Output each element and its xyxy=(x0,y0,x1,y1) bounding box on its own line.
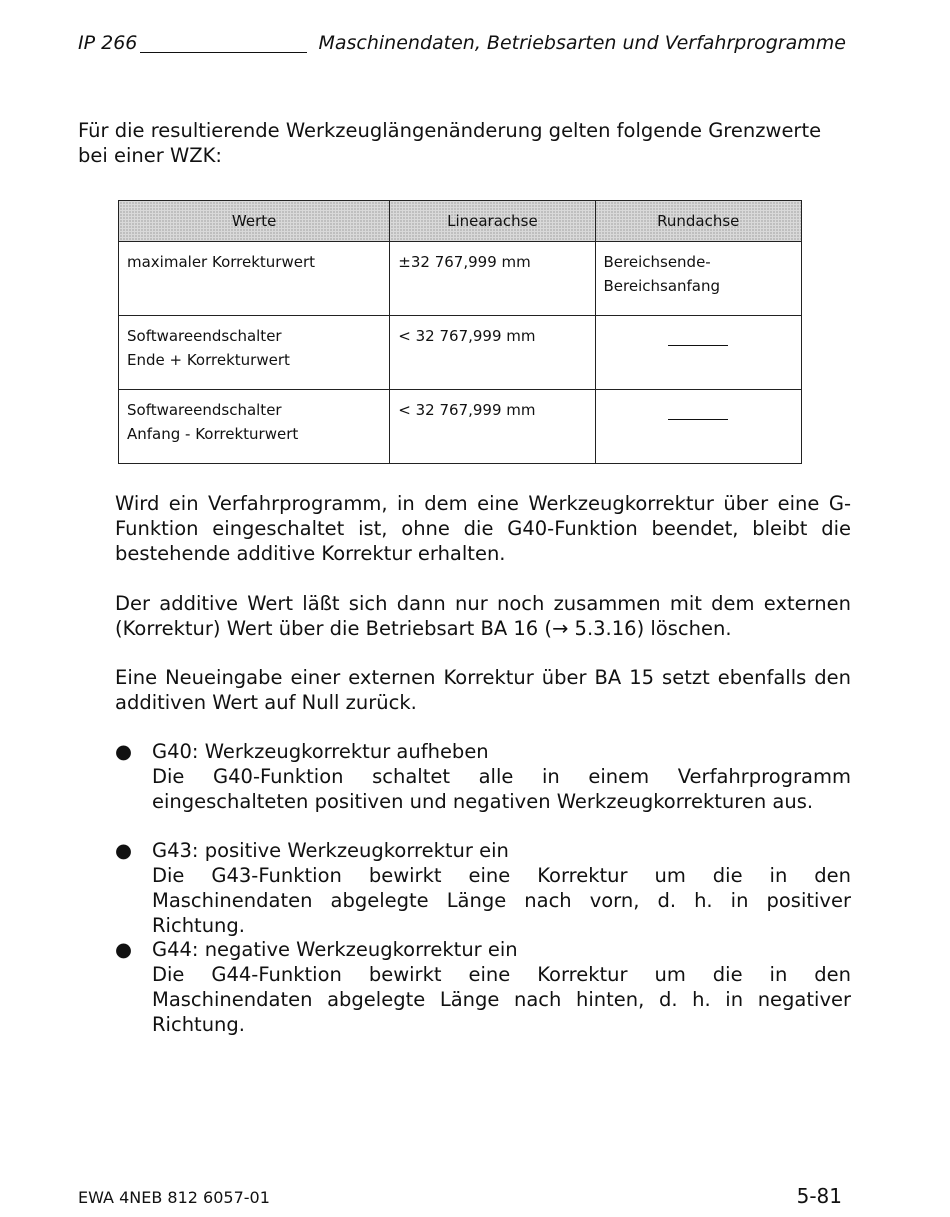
bullet-text: Die G40-Funktion schaltet alle in einem Verfahrprogramm eingeschalteten positiven und negativen Werkzeugkorrekturen aus. xyxy=(152,765,851,813)
footer-document-number: EWA 4NEB 812 6057-01 xyxy=(78,1188,270,1207)
bullet-title: G43: positive Werkzeugkorrektur ein xyxy=(152,839,509,862)
cell-linearachse xyxy=(390,390,595,464)
bullet-text: Die G43-Funktion bewirkt eine Korrektur um die in den Maschinendaten abgelegte Länge nach vorn, d. h. in positiver Richtung. xyxy=(152,864,851,937)
table-row xyxy=(119,390,802,464)
empty-value-dash xyxy=(668,419,728,420)
cell-text: < 32 767,999 mm xyxy=(398,327,536,345)
cell-rundachse xyxy=(595,390,802,464)
bullet-icon: ● xyxy=(115,938,133,961)
table-row xyxy=(119,242,802,316)
cell-text: < 32 767,999 mm xyxy=(398,401,536,419)
cell-text: Ende + Korrekturwert xyxy=(127,351,290,369)
column-header-linearachse: Linearachse xyxy=(390,201,595,242)
cell-text: Anfang - Korrekturwert xyxy=(127,425,299,443)
table-row xyxy=(119,316,802,390)
cell-werte xyxy=(119,390,390,464)
cell-text: Bereichsende- xyxy=(603,253,711,271)
header-product-code: IP 266 xyxy=(78,32,138,54)
bullet-icon: ● xyxy=(115,740,133,763)
limits-table xyxy=(118,200,802,464)
footer-page-number: 5-81 xyxy=(796,1184,842,1208)
bullet-title: G40: Werkzeugkorrektur aufheben xyxy=(152,740,489,763)
cell-text: Bereichsanfang xyxy=(603,277,721,295)
list-item-g44 xyxy=(115,937,851,1037)
list-item-g43 xyxy=(115,838,851,938)
cell-linearachse xyxy=(390,242,595,316)
cell-text: maximaler Korrekturwert xyxy=(127,253,316,271)
header-rule xyxy=(140,52,307,53)
cell-werte xyxy=(119,242,390,316)
paragraph-new-entry: Eine Neueingabe einer externen Korrektur über BA 15 setzt ebenfalls den additiven Wert auf Null zurück. xyxy=(115,666,851,714)
list-item-g40 xyxy=(115,739,851,814)
bullet-icon: ● xyxy=(115,839,133,862)
cell-text: Softwareendschalter xyxy=(127,327,282,345)
column-header-rundachse: Rundachse xyxy=(595,201,802,242)
paragraph-delete-value: Der additive Wert läßt sich dann nur noch zusammen mit dem externen (Korrektur) Wert über die Betriebsart BA 16 (→ 5.3.16) löschen. xyxy=(115,592,851,640)
page-header xyxy=(78,30,846,56)
bullet-text: Die G44-Funktion bewirkt eine Korrektur um die in den Maschinendaten abgelegte Länge nach hinten, d. h. in negativer Richtung. xyxy=(152,963,851,1036)
bullet-title: G44: negative Werkzeugkorrektur ein xyxy=(152,938,518,961)
header-chapter-title: Maschinendaten, Betriebsarten und Verfahrprogramme xyxy=(318,32,846,54)
cell-werte xyxy=(119,316,390,390)
paragraph-additive-correction: Wird ein Verfahrprogramm, in dem eine Werkzeugkorrektur über eine G-Funktion eingeschaltet ist, ohne die G40-Funktion beendet, bleibt die bestehende additive Korrektur erhalten. xyxy=(115,492,851,565)
cell-text: ±32 767,999 mm xyxy=(398,253,531,271)
cell-rundachse xyxy=(595,316,802,390)
cell-text: Softwareendschalter xyxy=(127,401,282,419)
empty-value-dash xyxy=(668,345,728,346)
cell-linearachse xyxy=(390,316,595,390)
intro-paragraph: Für die resultierende Werkzeuglängenänderung gelten folgende Grenzwerte bei einer WZK: xyxy=(78,119,822,167)
table-header-row xyxy=(119,201,802,242)
cell-rundachse xyxy=(595,242,802,316)
column-header-werte: Werte xyxy=(119,201,390,242)
